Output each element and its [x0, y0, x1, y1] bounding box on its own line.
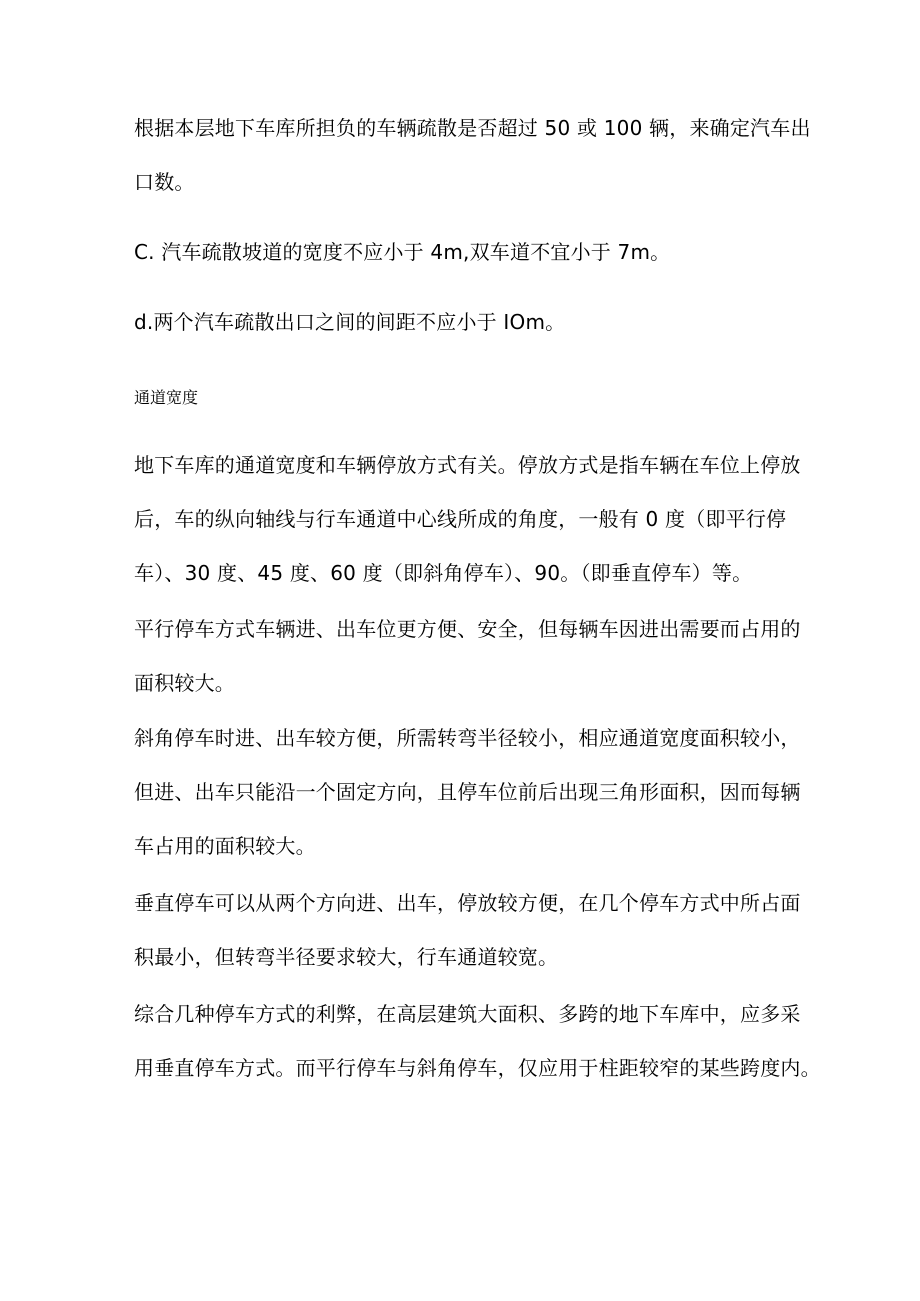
text-line: 斜角停车时进、出车较方便，所需转弯半径较小，相应通道宽度面积较小，: [134, 726, 801, 750]
text-line: 车）、30 度、45 度、60 度（即斜角停车）、90。（即垂直停车）等。: [134, 561, 753, 585]
text-line: 用垂直停车方式。而平行停车与斜角停车，仅应用于柱距较窄的某些跨度内。: [134, 1056, 821, 1080]
text-line: 但进、出车只能沿一个固定方向，且停车位前后出现三角形面积，因而每辆: [134, 780, 801, 804]
paragraph-angled-parking: [134, 711, 804, 873]
paragraph-ramp-width: [134, 225, 804, 279]
paragraph-exit-spacing: [134, 295, 804, 349]
text-line: 垂直停车可以从两个方向进、出车，停放较方便，在几个停车方式中所占面: [134, 891, 801, 915]
text-line: 地下车库的通道宽度和车辆停放方式有关。停放方式是指车辆在车位上停放: [134, 453, 801, 477]
text-line: 积最小，但转弯半径要求较大，行车通道较宽。: [134, 945, 559, 969]
paragraph-summary: [134, 987, 821, 1095]
text-line: C. 汽车疏散坡道的宽度不应小于 4m,双车道不宜小于 7m。: [134, 240, 671, 264]
text-line: 根据本层地下车库所担负的车辆疏散是否超过 50 或 100 辆，来确定汽车出: [134, 116, 811, 140]
text-line: 综合几种停车方式的利弊，在高层建筑大面积、多跨的地下车库中，应多采: [134, 1002, 801, 1026]
section-heading-aisle-width: 通道宽度: [134, 388, 199, 407]
paragraph-parallel-parking: [134, 602, 804, 710]
text-line: 口数。: [134, 170, 195, 194]
text-line: 车占用的面积较大。: [134, 834, 316, 858]
paragraph-perpendicular-parking: [134, 876, 804, 984]
paragraph-parking-methods: [134, 438, 804, 600]
text-line: d.两个汽车疏散出口之间的间距不应小于 IOm。: [134, 310, 566, 334]
text-line: 面积较大。: [134, 671, 235, 695]
text-line: 后，车的纵向轴线与行车通道中心线所成的角度，一般有 0 度（即平行停: [134, 507, 787, 531]
paragraph-exit-count: [134, 101, 811, 209]
text-line: 平行停车方式车辆进、出车位更方便、安全，但每辆车因进出需要而占用的: [134, 617, 801, 641]
